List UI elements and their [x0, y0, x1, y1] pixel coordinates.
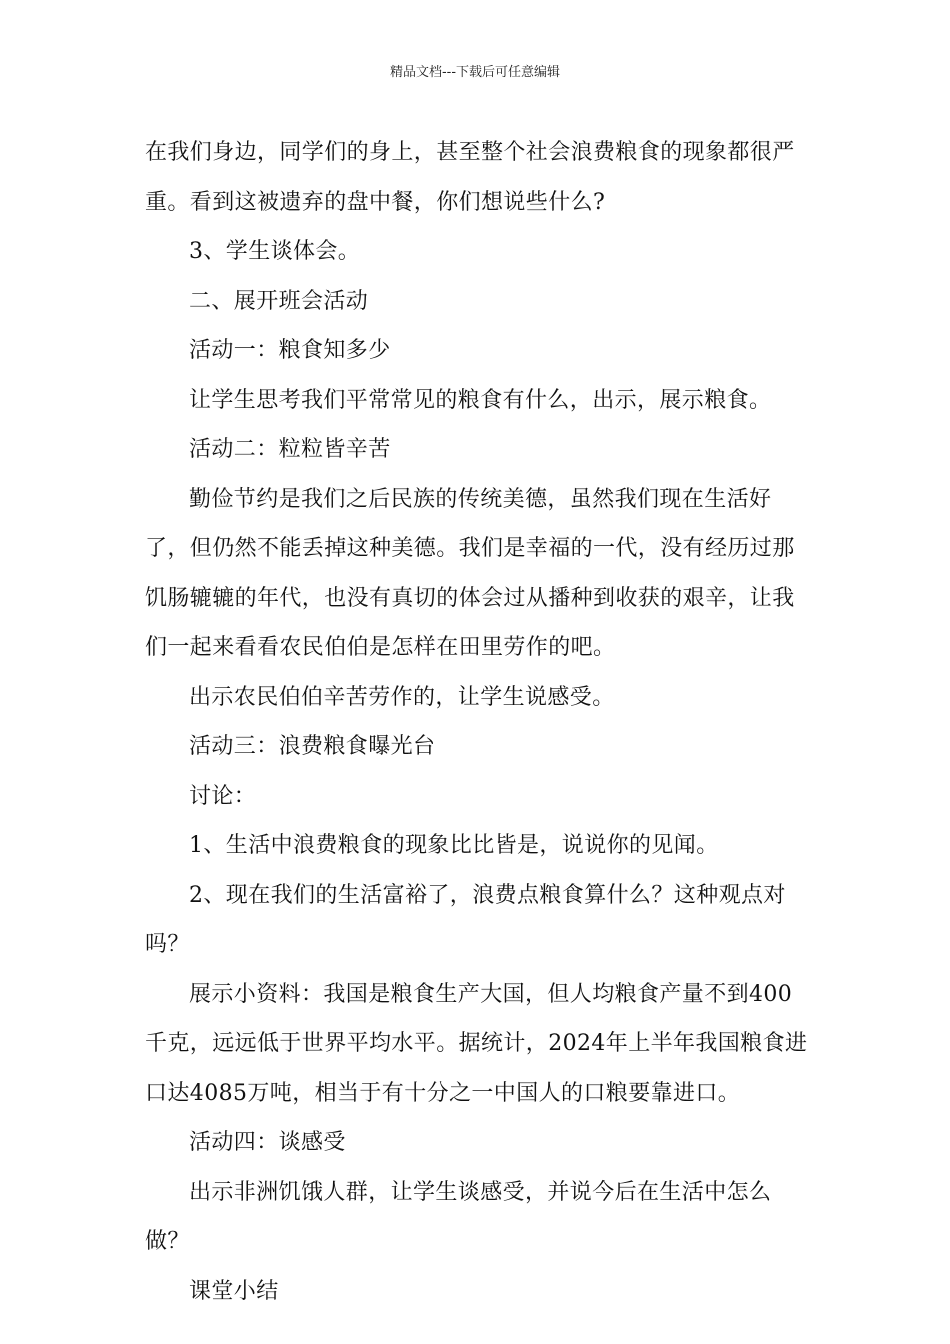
page-header: 精品文档---下载后可任意编辑: [389, 65, 561, 80]
activity-four-description: 出示非洲饥饿人群，让学生谈感受，并说今后在生活中怎么做？: [145, 1179, 772, 1254]
class-summary-heading: 课堂小结: [189, 1278, 279, 1304]
activity-two-description: 勤俭节约是我们之后民族的传统美德，虽然我们现在生活好了，但仍然不能丢掉这种美德。我们是幸福的一代，没有经历过那饥肠辘辘的年代，也没有真切的体会过从播种到收获的艰辛，让我们一起来看看农民伯伯是怎样在田里劳作的吧。: [145, 486, 795, 660]
discussion-item-2: 2、现在我们的生活富裕了，浪费点粮食算什么？这种观点对吗？: [145, 882, 786, 957]
activity-one-title: 活动一：粮食知多少: [189, 338, 391, 363]
paragraph-student-reflection: 3、学生谈体会。: [189, 239, 361, 264]
discussion-label: 讨论：: [189, 783, 257, 809]
activity-one-description: 让学生思考我们平常常见的粮食有什么，出示，展示粮食。: [189, 387, 772, 413]
paragraph-intro-continuation: 在我们身边，同学们的身上，甚至整个社会浪费粮食的现象都很严重。看到这被遗弃的盘中餐，你们想说些什么?: [145, 140, 795, 215]
activity-three-title: 活动三：浪费粮食曝光台: [189, 734, 436, 759]
data-material-paragraph: 展示小资料：我国是粮食生产大国，但人均粮食产量不到400千克，远远低于世界平均水平。据统计，2024年上半年我国粮食进口达4085万吨，相当于有十分之一中国人的口粮要靠进口。: [145, 981, 808, 1106]
activity-two-title: 活动二：粒粒皆辛苦: [189, 437, 391, 462]
activity-two-task: 出示农民伯伯辛苦劳作的，让学生说感受。: [189, 684, 615, 710]
activity-four-title: 活动四：谈感受: [189, 1130, 346, 1155]
discussion-item-1: 1、生活中浪费粮食的现象比比皆是，说说你的见闻。: [189, 833, 719, 858]
document-body: [145, 128, 810, 1316]
section-heading-activities: 二、展开班会活动: [189, 288, 369, 314]
